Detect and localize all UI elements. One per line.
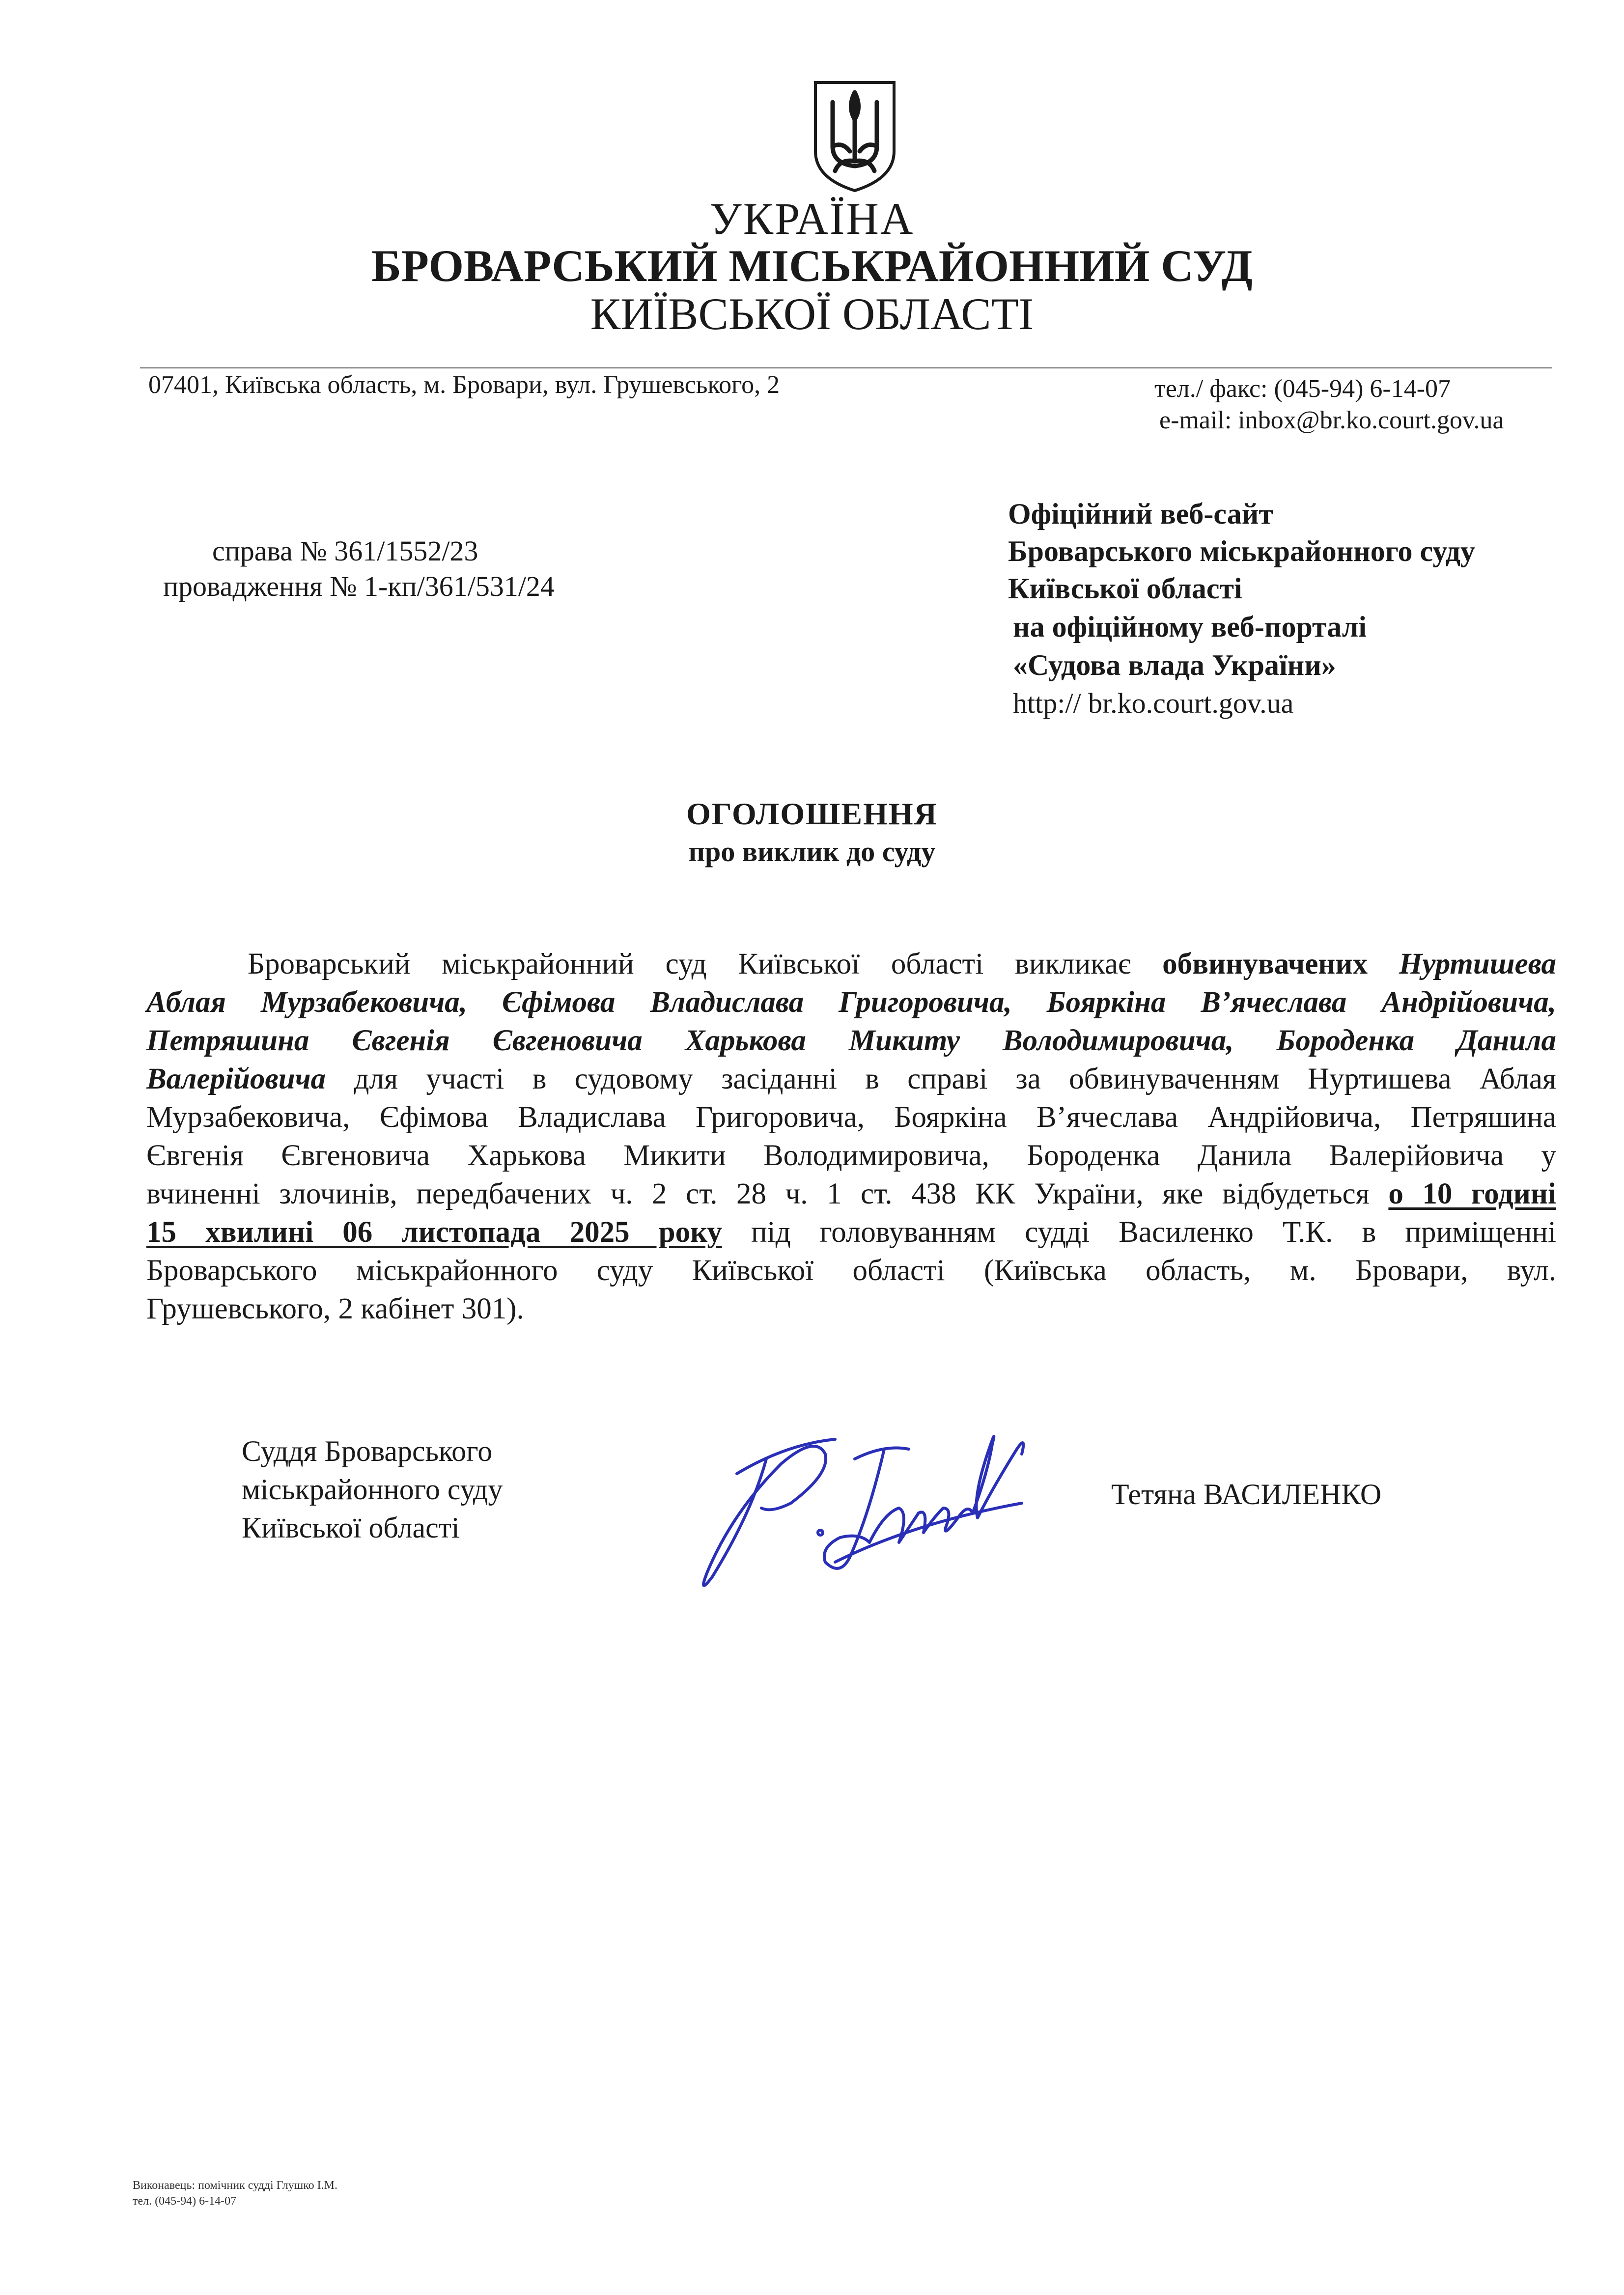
court-phone-fax: тел./ факс: (045-94) 6-14-07 <box>1154 375 1451 403</box>
footer-phone: тел. (045-94) 6-14-07 <box>133 2195 237 2208</box>
addressee-line-4: на офіційному веб-порталі <box>1013 611 1367 643</box>
hearing-time: о 10 годині <box>1388 1177 1556 1210</box>
judge-title-line-1: Суддя Броварського <box>242 1435 493 1467</box>
body-text: для участі в судовому засіданні в справі за обвинуваченням Нуртишева Аблая <box>326 1063 1556 1095</box>
body-text: під головуванням судді Василенко Т.К. в приміщенні <box>722 1216 1556 1249</box>
body-text-bold-italic: Валерійовича <box>146 1063 326 1095</box>
body-text-bold-italic: Аблая Мурзабековича, Єфімова Владислава Григоровича, Бояркіна В’ячеслава Андрійовича, <box>146 986 1556 1019</box>
body-text-bold-italic: Петряшина Євгенія Євгеновича Харькова Микиту Володимировича, Бороденка Данила <box>146 1024 1556 1057</box>
court-address: 07401, Київська область, м. Бровари, вул. Грушевського, 2 <box>148 371 780 399</box>
notice-subtitle: про виклик до суду <box>688 836 936 868</box>
notice-title: ОГОЛОШЕННЯ <box>686 796 938 831</box>
body-line-10: Грушевського, 2 кабінет 301). <box>146 1292 524 1325</box>
body-text-bold-italic: Нуртишева <box>1399 948 1556 980</box>
addressee-line-5: «Судова влада України» <box>1013 649 1336 681</box>
footer-executor: Виконавець: помічник судді Глушко І.М. <box>133 2179 337 2192</box>
header-divider <box>140 367 1552 368</box>
body-text: Броварський міськрайонний суд Київської області викликає <box>248 948 1163 980</box>
addressee-line-1: Офіційний веб-сайт <box>1008 498 1273 530</box>
addressee-line-2: Броварського міськрайонного суду <box>1008 535 1475 567</box>
hearing-date: 15 хвилині 06 листопада 2025 року <box>146 1216 722 1249</box>
header-court-name: БРОВАРСЬКИЙ МІСЬКРАЙОННИЙ СУД <box>371 241 1253 291</box>
case-number: справа № 361/1552/23 <box>212 535 478 567</box>
handwritten-signature <box>678 1415 1032 1601</box>
judge-title-line-3: Київської області <box>242 1511 460 1544</box>
body-line-2 <box>146 985 1556 1020</box>
judge-name: Тетяна ВАСИЛЕНКО <box>1111 1478 1382 1511</box>
proceeding-number: провадження № 1-кп/361/531/24 <box>163 570 555 602</box>
coat-of-arms-icon <box>806 73 904 196</box>
body-line-6: Євгенія Євгеновича Харькова Микити Володимировича, Бороденка Данила Валерійовича у <box>146 1139 1556 1172</box>
body-text-bold: обвинувачених <box>1162 948 1399 980</box>
body-line-8 <box>146 1215 1556 1250</box>
addressee-url: http:// br.ko.court.gov.ua <box>1013 687 1294 719</box>
body-line-1 <box>146 947 1556 981</box>
body-line-4 <box>146 1062 1556 1096</box>
court-email: e-mail: inbox@br.ko.court.gov.ua <box>1159 406 1504 434</box>
body-line-7 <box>146 1177 1556 1211</box>
header-country: УКРАЇНА <box>709 194 915 244</box>
body-line-5: Мурзабековича, Єфімова Владислава Григоровича, Бояркіна В’ячеслава Андрійовича, Петряшина <box>146 1101 1556 1134</box>
body-line-9: Броварського міськрайонного суду Київської області (Київська область, м. Бровари, вул. <box>146 1254 1556 1287</box>
header-region: КИЇВСЬКОЇ ОБЛАСТІ <box>590 289 1034 339</box>
addressee-line-3: Київської області <box>1008 572 1242 605</box>
body-text: вчиненні злочинів, передбачених ч. 2 ст. 28 ч. 1 ст. 438 КК України, яке відбудеться <box>146 1177 1389 1210</box>
judge-title-line-2: міськрайонного суду <box>242 1473 503 1506</box>
body-line-3 <box>146 1024 1556 1058</box>
